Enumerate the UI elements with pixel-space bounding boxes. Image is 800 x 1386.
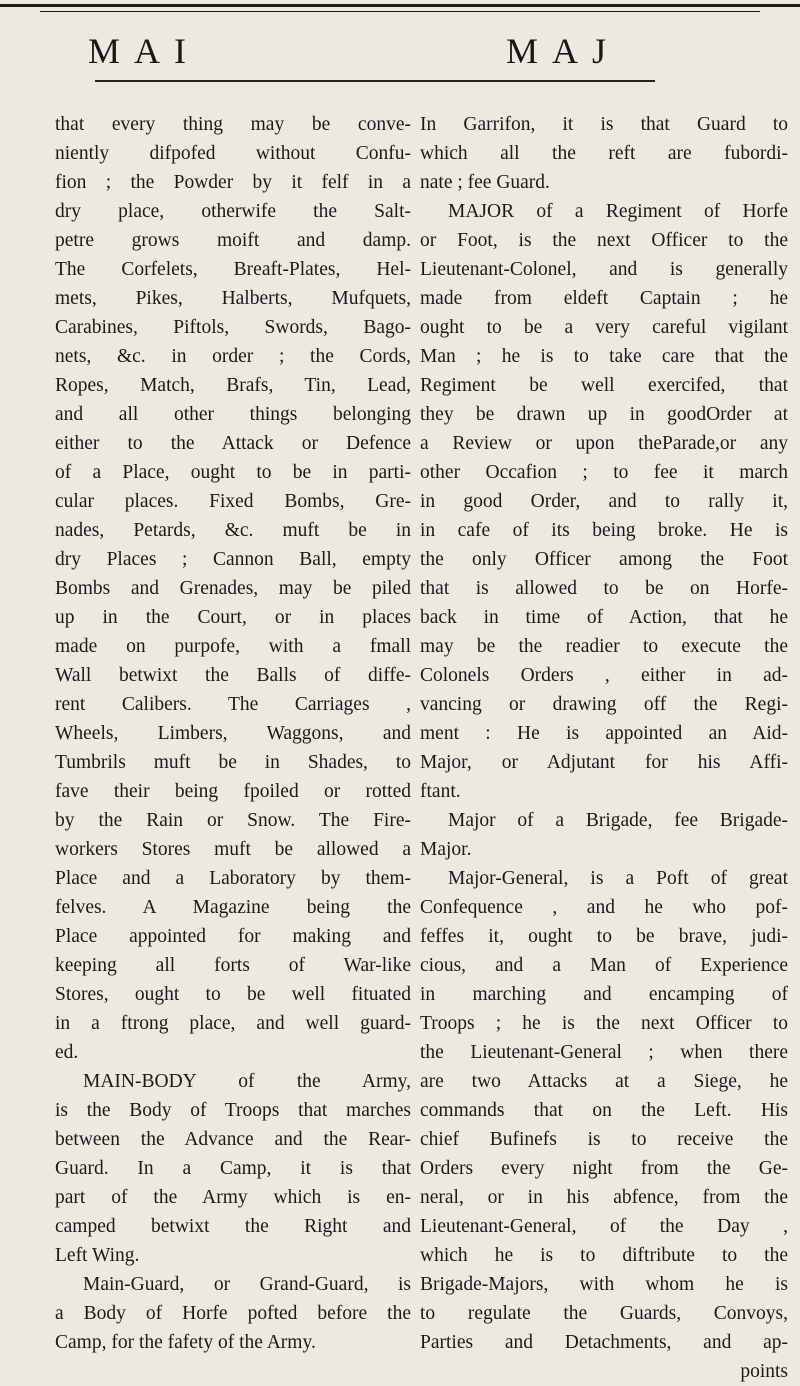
- text-line: feffes it, ought to be brave, judi-: [420, 926, 788, 947]
- text-line: they be drawn up in goodOrder at: [420, 404, 788, 425]
- header-rule-top: [0, 4, 800, 7]
- text-line: MAJOR of a Regiment of Horfe: [448, 201, 788, 222]
- text-line: Orders every night from the Ge-: [420, 1158, 788, 1179]
- text-line: niently difpofed without Confu-: [55, 143, 411, 164]
- text-line: made on purpofe, with a fmall: [55, 636, 411, 657]
- text-line: Regiment be well exercifed, that: [420, 375, 788, 396]
- text-line: rent Calibers. The Carriages ,: [55, 694, 411, 715]
- text-line: the Lieutenant-General ; when there: [420, 1042, 788, 1063]
- text-line: points: [740, 1361, 788, 1382]
- text-line: which all the reft are fubordi-: [420, 143, 788, 164]
- text-line: are two Attacks at a Siege, he: [420, 1071, 788, 1092]
- text-line: Troops ; he is the next Officer to: [420, 1013, 788, 1034]
- text-line: Major, or Adjutant for his Affi-: [420, 752, 788, 773]
- text-line: Ropes, Match, Brafs, Tin, Lead,: [55, 375, 411, 396]
- text-line: the only Officer among the Foot: [420, 549, 788, 570]
- text-line: MAIN-BODY of the Army,: [83, 1071, 411, 1092]
- text-line: In Garrifon, it is that Guard to: [420, 114, 788, 135]
- text-line: vancing or drawing off the Regi-: [420, 694, 788, 715]
- text-line: ftant.: [420, 781, 461, 802]
- text-line: Wheels, Limbers, Waggons, and: [55, 723, 411, 744]
- text-line: nades, Petards, &c. muft be in: [55, 520, 411, 541]
- left-column: [55, 110, 411, 1357]
- text-line: and all other things belonging: [55, 404, 411, 425]
- text-line: ed.: [55, 1042, 79, 1063]
- text-line: Confequence , and he who pof-: [420, 897, 788, 918]
- text-line: Lieutenant-Colonel, and is generally: [420, 259, 788, 280]
- text-line: up in the Court, or in places: [55, 607, 411, 628]
- text-line: Man ; he is to take care that the: [420, 346, 788, 367]
- text-line: Place appointed for making and: [55, 926, 411, 947]
- text-line: to regulate the Guards, Convoys,: [420, 1303, 788, 1324]
- text-line: ought to be a very careful vigilant: [420, 317, 788, 338]
- text-line: Major.: [420, 839, 472, 860]
- text-line: Main-Guard, or Grand-Guard, is: [83, 1274, 411, 1295]
- text-line: Left Wing.: [55, 1245, 140, 1266]
- text-line: Brigade-Majors, with whom he is: [420, 1274, 788, 1295]
- text-line: Guard. In a Camp, it is that: [55, 1158, 411, 1179]
- text-line: cious, and a Man of Experience: [420, 955, 788, 976]
- text-line: other Occafion ; to fee it march: [420, 462, 788, 483]
- text-line: Camp, for the fafety of the Army.: [55, 1332, 316, 1353]
- text-line: back in time of Action, that he: [420, 607, 788, 628]
- text-line: either to the Attack or Defence: [55, 433, 411, 454]
- running-head-right: MAJ: [506, 31, 621, 71]
- text-line: Wall betwixt the Balls of diffe-: [55, 665, 411, 686]
- text-line: Tumbrils muft be in Shades, to: [55, 752, 411, 773]
- text-line: Major-General, is a Poft of great: [448, 868, 788, 889]
- text-line: in good Order, and to rally it,: [420, 491, 788, 512]
- text-line: cular places. Fixed Bombs, Gre-: [55, 491, 411, 512]
- text-line: dry place, otherwife the Salt-: [55, 201, 411, 222]
- text-line: The Corfelets, Breaft-Plates, Hel-: [55, 259, 411, 280]
- text-line: Carabines, Piftols, Swords, Bago-: [55, 317, 411, 338]
- text-line: a Body of Horfe pofted before the: [55, 1303, 411, 1324]
- text-line: dry Places ; Cannon Ball, empty: [55, 549, 411, 570]
- header-rule-thin: [40, 11, 760, 12]
- text-line: in marching and encamping of: [420, 984, 788, 1005]
- text-line: chief Bufinefs is to receive the: [420, 1129, 788, 1150]
- header-underline: [95, 80, 655, 82]
- text-line: Stores, ought to be well fituated: [55, 984, 411, 1005]
- text-line: Parties and Detachments, and ap-: [420, 1332, 788, 1353]
- text-line: nate ; fee Guard.: [420, 172, 550, 193]
- running-head-left: MAI: [88, 31, 200, 71]
- text-line: nets, &c. in order ; the Cords,: [55, 346, 411, 367]
- text-line: Bombs and Grenades, may be piled: [55, 578, 411, 599]
- text-line: a Review or upon theParade,or any: [420, 433, 788, 454]
- text-line: in cafe of its being broke. He is: [420, 520, 788, 541]
- text-line: in a ftrong place, and well guard-: [55, 1013, 411, 1034]
- text-line: felves. A Magazine being the: [55, 897, 411, 918]
- text-line: of a Place, ought to be in parti-: [55, 462, 411, 483]
- text-line: fave their being fpoiled or rotted: [55, 781, 411, 802]
- text-line: Lieutenant-General, of the Day ,: [420, 1216, 788, 1237]
- text-line: Colonels Orders , either in ad-: [420, 665, 788, 686]
- text-line: ment : He is appointed an Aid-: [420, 723, 788, 744]
- text-line: fion ; the Powder by it felf in a: [55, 172, 411, 193]
- text-line: is the Body of Troops that marches: [55, 1100, 411, 1121]
- text-line: by the Rain or Snow. The Fire-: [55, 810, 411, 831]
- text-line: may be the readier to execute the: [420, 636, 788, 657]
- text-line: Place and a Laboratory by them-: [55, 868, 411, 889]
- text-line: camped betwixt the Right and: [55, 1216, 411, 1237]
- text-line: or Foot, is the next Officer to the: [420, 230, 788, 251]
- text-line: that is allowed to be on Horfe-: [420, 578, 788, 599]
- text-line: neral, or in his abfence, from the: [420, 1187, 788, 1208]
- text-line: mets, Pikes, Halberts, Mufquets,: [55, 288, 411, 309]
- text-line: Major of a Brigade, fee Brigade-: [448, 810, 788, 831]
- text-line: that every thing may be conve-: [55, 114, 411, 135]
- text-line: part of the Army which is en-: [55, 1187, 411, 1208]
- text-line: petre grows moift and damp.: [55, 230, 411, 251]
- right-column: [420, 110, 788, 1386]
- text-line: keeping all forts of War-like: [55, 955, 411, 976]
- text-line: between the Advance and the Rear-: [55, 1129, 411, 1150]
- text-line: made from eldeft Captain ; he: [420, 288, 788, 309]
- text-line: workers Stores muft be allowed a: [55, 839, 411, 860]
- text-line: which he is to diftribute to the: [420, 1245, 788, 1266]
- text-line: commands that on the Left. His: [420, 1100, 788, 1121]
